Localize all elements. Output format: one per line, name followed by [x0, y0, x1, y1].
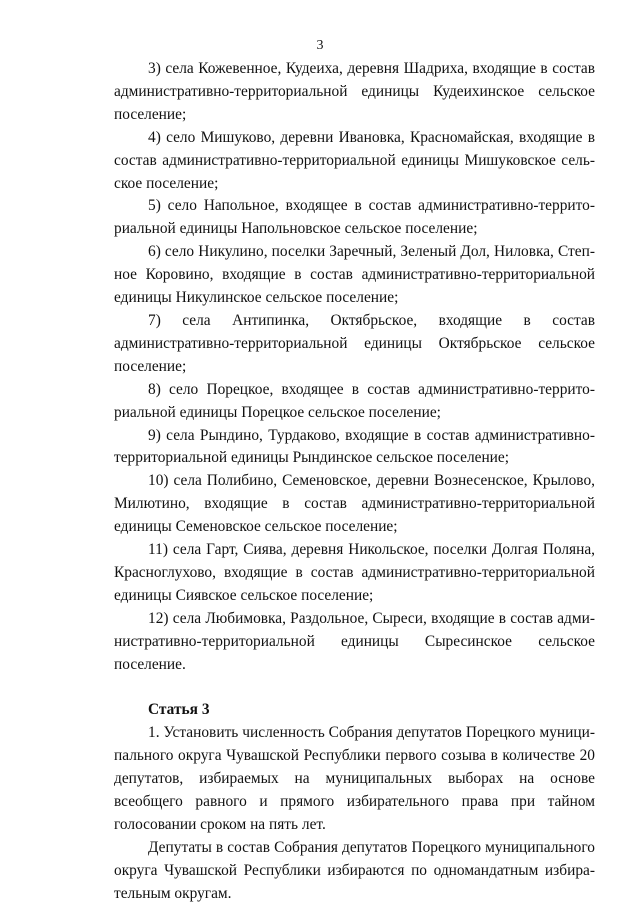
page-number: 3 [316, 38, 324, 53]
article-paragraph: 1. Установить численность Собрания депутатов Порецкого муниципального округа Чувашской Республики первого созыва в количестве 20 депутатов, избираемых на муниципальных выборах на основе всеобщего равного и прямого избирательного права при тайном голосовании сроком на пять лет. [114, 724, 595, 833]
list-item: 8) село Порецкое, входящее в состав административно-территориальной единицы Порецкое сельское поселение; [114, 380, 595, 421]
list-item: 5) село Напольное, входящее в состав административно-территориальной единицы Напольновское сельское поселение; [114, 197, 595, 238]
list-item: 10) села Полибино, Семеновское, деревни Вознесенское, Крылово, Милютино, входящие в состав административно-территориальной единицы Семеновское сельское поселение; [114, 472, 595, 536]
document-body [114, 58, 595, 906]
list-item: 12) села Любимовка, Раздольное, Сыреси, входящие в состав административно-территориальной единицы Сыресинское сельское поселение. [114, 609, 595, 673]
list-item: 4) село Мишуково, деревни Ивановка, Красномайская, входящие в состав административно-территориальной единицы Мишуковское сельское поселение; [114, 128, 595, 192]
article-heading: Статья 3 [148, 701, 210, 719]
list-item: 9) села Рындино, Турдаково, входящие в состав административно-территориальной единицы Рындинское сельское поселение; [114, 426, 595, 467]
list-item: 11) села Гарт, Сиява, деревня Никольское, поселки Долгая Поляна, Красноглухово, входящие в состав административно-территориальной единицы Сиявское сельское поселение; [114, 541, 595, 604]
list-item: 3) села Кожевенное, Кудеиха, деревня Шадриха, входящие в состав административно-территориальной единицы Кудеихинское сельское поселение; [114, 60, 595, 123]
list-item: 6) село Никулино, поселки Заречный, Зеленый Дол, Ниловка, Степное Коровино, входящие в состав административно-территориальной единицы Никулинское сельское поселение; [114, 243, 595, 307]
list-item: 7) села Антипинка, Октябрьское, входящие в состав административно-территориальной единицы Октябрьское сельское поселение; [114, 311, 595, 375]
article-paragraph: Депутаты в состав Собрания депутатов Порецкого муниципального округа Чувашской Республики избираются по одномандатным избирательным округам. [114, 838, 595, 902]
